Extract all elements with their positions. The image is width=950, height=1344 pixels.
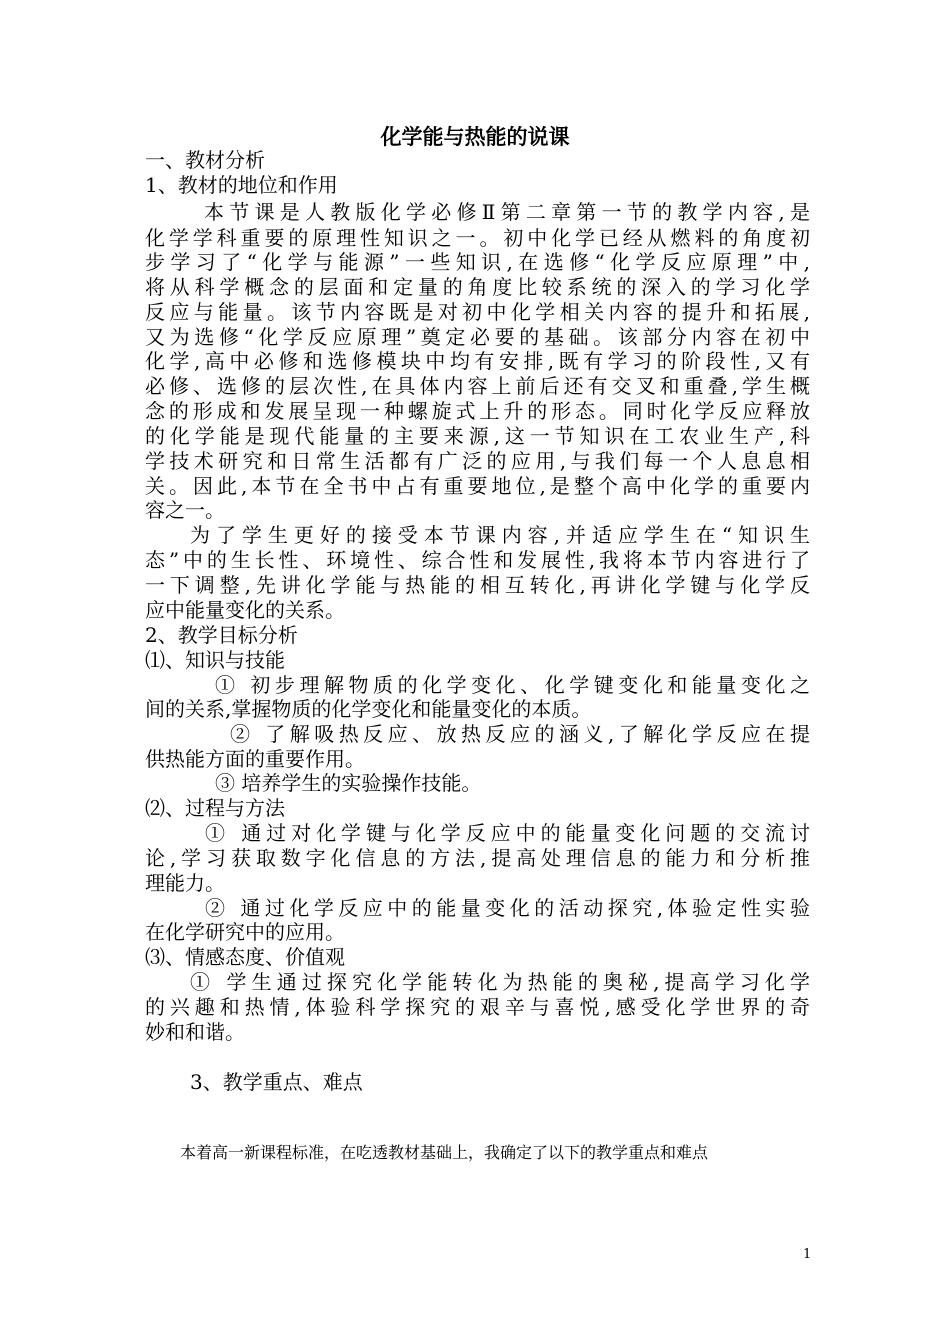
paragraph-line: 念的形成和发展呈现一种螺旋式上升的形态。同时化学反应释放	[145, 399, 810, 423]
subsection-heading: ⑶、情感态度、价值观	[145, 945, 345, 969]
objective-line: 妙和和谐。	[145, 1020, 245, 1044]
objective-line: 的兴趣和热情,体验科学探究的艰辛与喜悦,感受化学世界的奇	[145, 995, 810, 1019]
objective-line: ① 初步理解物质的化学变化、化学键变化和能量变化之	[215, 673, 810, 697]
paragraph-line: 学技术研究和日常生活都有广泛的应用,与我们每一个人息息相	[145, 449, 810, 473]
subsection-heading: 2、教学目标分析	[145, 623, 298, 647]
objective-line: 间的关系,掌握物质的化学变化和能量变化的本质。	[145, 697, 592, 721]
section-heading: 一、教材分析	[145, 148, 265, 172]
paragraph-line: 化学,高中必修和选修模块中均有安排,既有学习的阶段性,又有	[145, 349, 810, 373]
paragraph-line: 本着高一新课程标准，在吃透教材基础上，我确定了以下的教学重点和难点	[180, 1143, 709, 1162]
paragraph-line: 为了学生更好的接受本节课内容,并适应学生在“知识生	[190, 523, 810, 547]
paragraph-line: 应中能量变化的关系。	[145, 598, 345, 622]
paragraph-line: 态”中的生长性、环境性、综合性和发展性,我将本节内容进行了	[145, 548, 810, 572]
paragraph-line: 必修、选修的层次性,在具体内容上前后还有交叉和重叠,学生概	[145, 374, 810, 398]
objective-line: ② 通过化学反应中的能量变化的活动探究,体验定性实验	[205, 896, 810, 920]
paragraph-line: 的化学能是现代能量的主要来源,这一节知识在工农业生产,科	[145, 424, 810, 448]
subsection-heading: ⑵、过程与方法	[145, 796, 285, 820]
paragraph-line: 一下调整,先讲化学能与热能的相互转化,再讲化学键与化学反	[145, 573, 810, 597]
page-number: 1	[803, 1247, 812, 1262]
paragraph-line: 本节课是人教版化学必修Ⅱ第二章第一节的教学内容,是	[204, 200, 810, 224]
paragraph-line: 反应与能量。该节内容既是对初中化学相关内容的提升和拓展,	[145, 300, 810, 324]
subsection-heading: 3、教学重点、难点	[190, 1070, 363, 1094]
paragraph-line: 步学习了“化学与能源”一些知识,在选修“化学反应原理”中,	[145, 250, 810, 274]
objective-line: ① 学生通过探究化学能转化为热能的奥秘,提高学习化学	[190, 970, 810, 994]
paragraph-line: 将从科学概念的层面和定量的角度比较系统的深入的学习化学	[145, 275, 810, 299]
subsection-heading: ⑴、知识与技能	[145, 648, 285, 672]
objective-line: ③ 培养学生的实验操作技能。	[215, 771, 482, 795]
objective-line: 供热能方面的重要作用。	[145, 747, 365, 771]
subsection-heading: 1、教材的地位和作用	[145, 173, 338, 197]
objective-line: ① 通过对化学键与化学反应中的能量变化问题的交流讨	[205, 821, 810, 845]
paragraph-line: 化学学科重要的原理性知识之一。初中化学已经从燃料的角度初	[145, 226, 810, 250]
objective-line: ② 了解吸热反应、放热反应的涵义,了解化学反应在提	[230, 722, 810, 746]
paragraph-line: 容之一。	[145, 498, 225, 522]
paragraph-line: 又为选修“化学反应原理”奠定必要的基础。该部分内容在初中	[145, 325, 810, 349]
document-title: 化学能与热能的说课	[380, 124, 570, 149]
objective-line: 论,学习获取数字化信息的方法,提高处理信息的能力和分析推	[145, 846, 810, 870]
paragraph-line: 关。因此,本节在全书中占有重要地位,是整个高中化学的重要内	[145, 474, 810, 498]
objective-line: 理能力。	[145, 871, 225, 895]
objective-line: 在化学研究中的应用。	[145, 920, 345, 944]
